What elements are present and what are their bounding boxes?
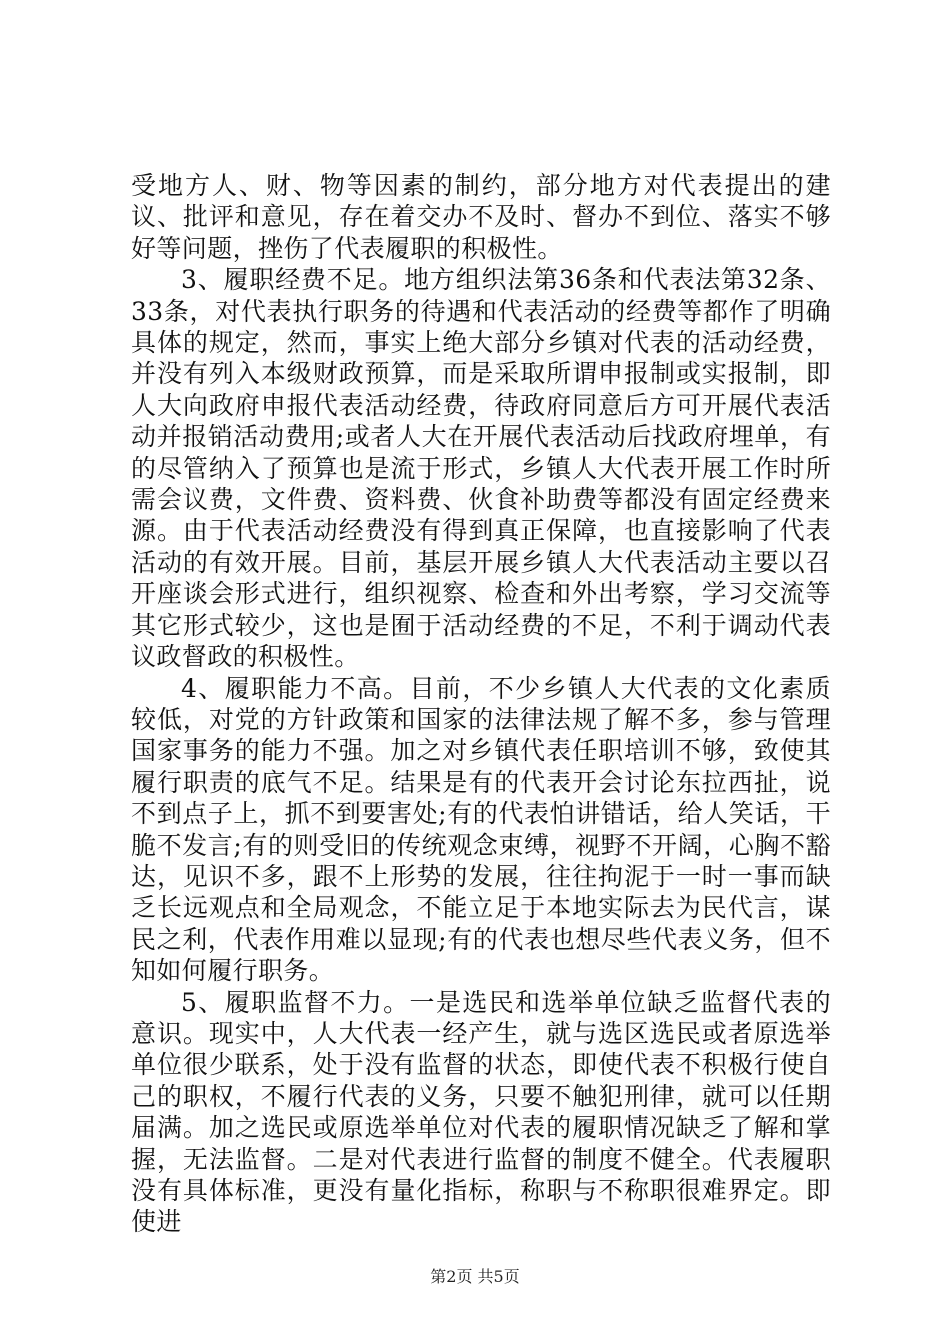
paragraph-continuation: 受地方人、财、物等因素的制约，部分地方对代表提出的建议、批评和意见，存在着交办不及时、督办不到位、落实不够好等问题，挫伤了代表履职的积极性。 (131, 171, 831, 263)
paragraph-funding: 3、履职经费不足。地方组织法第36条和代表法第32条、33条，对代表执行职务的待遇和代表活动的经费等都作了明确具体的规定，然而，事实上绝大部分乡镇对代表的活动经费，并没有列入本级财政预算，而是采取所谓申报制或实报制，即人大向政府申报代表活动经费，待政府同意后方可开展代表活动并报销活动费用;或者人大在开展代表活动后找政府埋单，有的尽管纳入了预算也是流于形式，乡镇人大代表开展工作时所需会议费，文件费、资料费、伙食补助费等都没有固定经费来源。由于代表活动经费没有得到真正保障，也直接影响了代表活动的有效开展。目前，基层开展乡镇人大代表活动主要以召开座谈会形式进行，组织视察、检查和外出考察，学习交流等其它形式较少，这也是囿于活动经费的不足，不利于调动代表议政督政的积极性。 (131, 265, 831, 672)
paragraph-supervision: 5、履职监督不力。一是选民和选举单位缺乏监督代表的意识。现实中，人大代表一经产生，就与选区选民或者原选举单位很少联系，处于没有监督的状态，即使代表不积极行使自己的职权，不履行代表的义务，只要不触犯刑律，就可以任期届满。加之选民或原选举单位对代表的履职情况缺乏了解和掌握，无法监督。二是对代表进行监督的制度不健全。代表履职没有具体标准，更没有量化指标，称职与不称职很难界定。即使进 (131, 987, 831, 1237)
document-body (131, 170, 831, 1238)
page-footer: 第2页 共5页 (430, 1267, 520, 1286)
paragraph-ability: 4、履职能力不高。目前，不少乡镇人大代表的文化素质较低，对党的方针政策和国家的法律法规了解不多，参与管理国家事务的能力不强。加之对乡镇代表任职培训不够，致使其履行职责的底气不足。结果是有的代表开会讨论东拉西扯，说不到点子上，抓不到要害处;有的代表怕讲错话，给人笑话，干脆不发言;有的则受旧的传统观念束缚，视野不开阔，心胸不豁达，见识不多，跟不上形势的发展，往往拘泥于一时一事而缺乏长远观点和全局观念，不能立足于本地实际去为民代言，谋民之利，代表作用难以显现;有的代表也想尽些代表义务，但不知如何履行职务。 (131, 673, 831, 986)
